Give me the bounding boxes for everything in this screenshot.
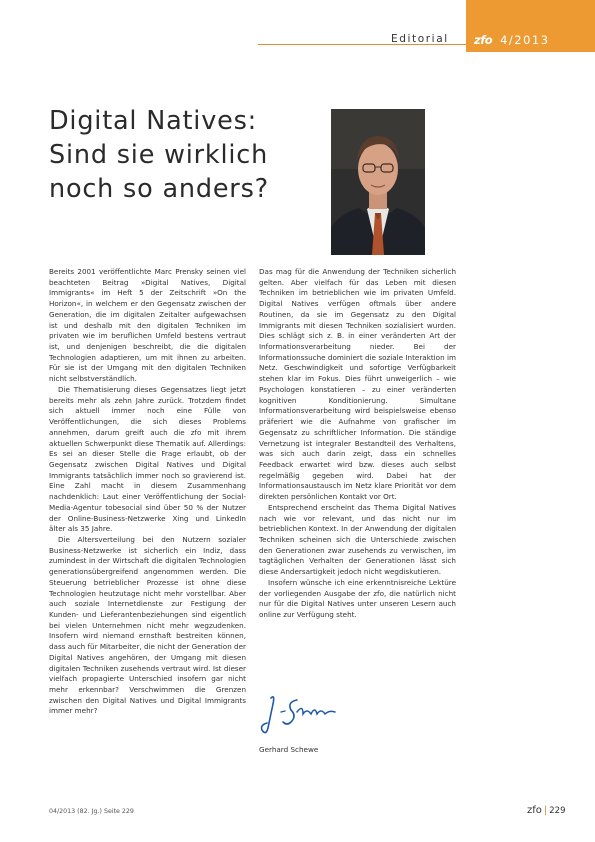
title-line-2: Sind sie wirklich xyxy=(49,140,269,170)
footer-page-number xyxy=(527,805,566,816)
paragraph: Das mag für die Anwendung der Techniken sicherlich gelten. Aber vielfach für das Leben mit diesen Techniken im betrieblichen wie im privaten Umfeld. Digital Natives verfügen oftmals über andere Routinen, da sie im Gegensatz zu den Digital Immigrants mit diesen Techniken sozialisiert wurden. Dies schlägt sich z. B. in einer veränderten Art der Informationsverarbeitung nieder. Bei der Informationssuche dominiert die soziale Interaktion im Netz. Geschwindigkeit und sofortige Verfügbarkeit stehen klar im Fokus. Dies führt unweigerlich – wie Psychologen konstatieren – zu einer veränderten kognitiven Konditionierung. Simultane Informationsverarbeitung wird beispielsweise ebenso präferiert wie die Aufnahme von grafischer im Gegensatz zu schriftlicher Information. Die ständige Vernetzung ist integraler Bestandteil des Verhaltens, was sich auch darin zeigt, dass ein schnelles Feedback erwartet wird bzw. dieses auch selbst regelmäßig gegeben wird. Dabei hat der Informationsaustausch im Netz klare Priorität vor dem direkten persönlichen Kontakt vor Ort. xyxy=(259,267,456,502)
article-column-left xyxy=(49,267,246,717)
paragraph: Bereits 2001 veröffentlichte Marc Prensky seinen viel beachteten Beitrag »Digital Natives, Digital Immigrants« im Heft 5 der Zeitschrift »On the Horizon«, in welchem er den Gegensatz zwischen der Generation, die im digitalen Zeitalter aufgewachsen ist und deshalb mit den digitalen Techniken im privaten wie im beruflichen Umfeld bestens vertraut ist, und denjenigen beschreibt, die die digitalen Technologien adaptieren, um mit ihnen zu arbeiten. Für sie ist der Umgang mit den digitalen Techniken nicht selbstverständlich. xyxy=(49,267,246,384)
section-label: Editorial xyxy=(391,33,449,45)
author-portrait xyxy=(331,109,425,255)
brand-header-box xyxy=(466,0,595,52)
paragraph: Die Thematisierung dieses Gegensatzes liegt jetzt bereits mehr als zehn Jahre zurück. Trotzdem findet sich aktuell immer noch eine Fülle von Veröffentlichungen, die sich dieses Problems annehmen, darum greift auch die zfo mit ihrem aktuellen Schwerpunkt diese Thematik auf. Allerdings: Es sei an dieser Stelle die Frage erlaubt, ob der Gegensatz zwischen Digital Natives und Digital Immigrants tatsächlich immer noch so gravierend ist. Eine Zahl macht in diesem Zusammenhang nachdenklich: Laut einer Veröffentlichung der Social-Media-Agentur tobesocial sind über 50 % der Nutzer der Online-Business-Netzwerke Xing und LinkedIn älter als 35 Jahre. xyxy=(49,384,246,534)
title-line-1: Digital Natives: xyxy=(49,106,258,136)
handwritten-signature xyxy=(257,690,343,738)
issue-number: 4/2013 xyxy=(500,33,550,47)
title-line-3: noch so anders? xyxy=(49,174,270,204)
paragraph: Insofern wünsche ich eine erkenntnisreiche Lektüre der vorliegenden Ausgabe der zfo, die natürlich nicht nur für die Digital Natives unter unseren Lesern auch online zur Verfügung steht. xyxy=(259,577,456,619)
signer-name: Gerhard Schewe xyxy=(259,745,319,754)
footer-separator: | xyxy=(543,805,548,816)
signature-icon xyxy=(257,690,343,738)
paragraph: Die Altersverteilung bei den Nutzern sozialer Business-Netzwerke ist sicherlich ein Indiz, dass zumindest in der Wirtschaft die digitalen Technologien generationsübergreifend angenommen werden. Die Steuerung betrieblicher Prozesse ist ohne diese Technologien heutzutage nicht mehr vorstellbar. Aber auch soziale Internetdienste zur Festigung der Kunden- und Lieferantenbeziehungen sind eigentlich bei vielen Unternehmen nicht mehr wegzudenken. Insofern wird niemand ernsthaft bestreiten können, dass auch für Mitarbeiter, die nicht der Generation der Digital Natives angehören, der Umgang mit diesen digitalen Techniken zusehends vertraut wird. Ist dieser vielfach propagierte Unterschied insofern gar nicht mehr erkennbar? Verschwimmen die Grenzen zwischen den Digital Natives und Digital Immigrants immer mehr? xyxy=(49,534,246,716)
page-title xyxy=(49,104,309,206)
zfo-logo: zfo xyxy=(474,33,493,47)
paragraph: Entsprechend erscheint das Thema Digital Natives nach wie vor relevant, und das nicht nur im betrieblichen Kontext. In der Anwendung der digitalen Techniken scheinen sich die Unterschiede zwischen den Generationen zwar zusehends zu verwischen, im tagtäglichen Verhalten der Generationen lässt sich diese Andersartigkeit jedoch nicht wegdiskutieren. xyxy=(259,502,456,577)
brand-header-text xyxy=(474,33,550,47)
page-number: 229 xyxy=(549,806,566,816)
footer-issue-info: 04/2013 (82. Jg.) Seite 229 xyxy=(49,808,134,815)
footer-brand: zfo xyxy=(527,805,542,816)
portrait-illustration xyxy=(331,109,425,255)
article-column-right xyxy=(259,267,456,621)
